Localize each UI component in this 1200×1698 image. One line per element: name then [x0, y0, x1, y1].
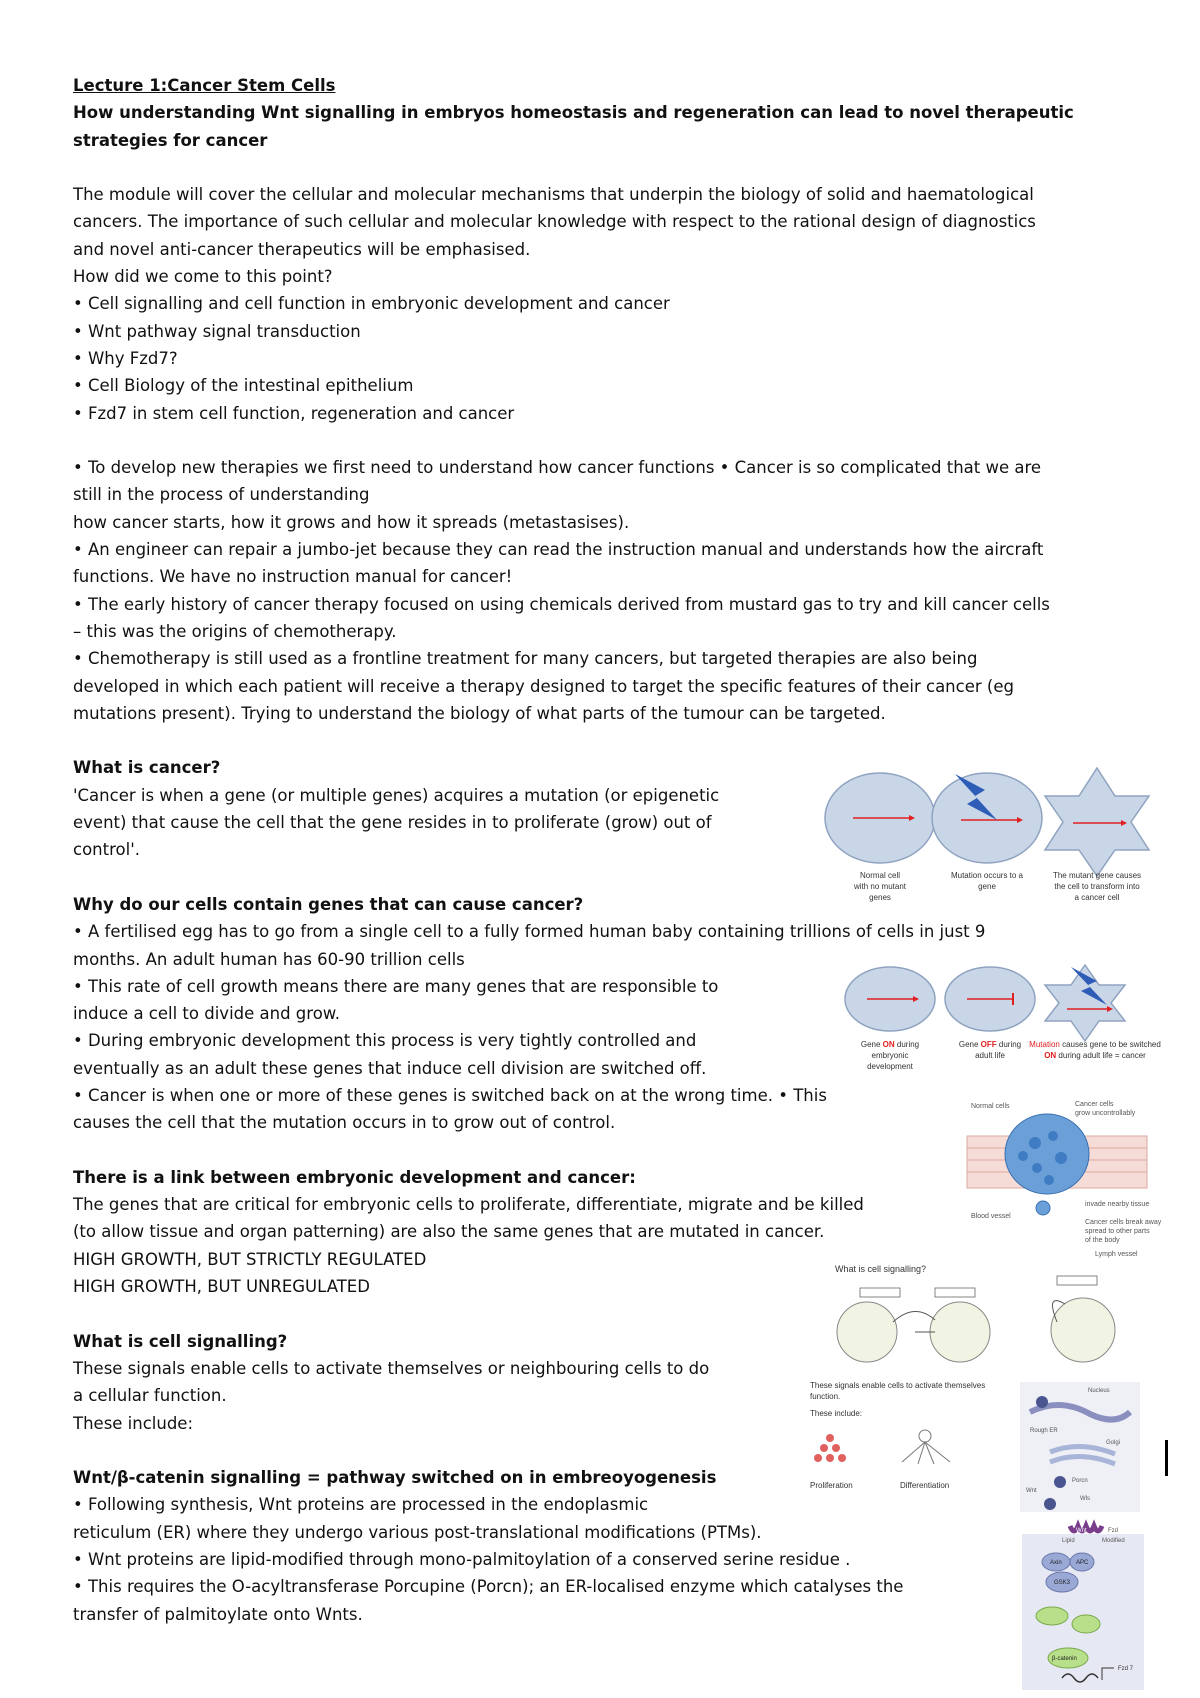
body-line: 'Cancer is when a gene (or multiple genes) acquires a mutation (or epigenetic: [73, 785, 720, 805]
diagram-label: Normal cells: [971, 1103, 1010, 1110]
diagram-label: Nucleus: [1088, 1388, 1110, 1394]
wnt-protein-dot: [1054, 1476, 1066, 1488]
mutated-cell-shape: [932, 773, 1042, 863]
diagram-label: Golgi: [1106, 1440, 1121, 1446]
body-line: eventually as an adult these genes that induce cell division are switched off.: [73, 1058, 707, 1078]
caption-text: Mutation causes gene to be switched: [1029, 1040, 1161, 1049]
list-item: • Cell Biology of the intestinal epithelium: [73, 376, 414, 396]
intro-question: How did we come to this point?: [73, 267, 333, 287]
therapies-line: • Chemotherapy is still used as a frontline treatment for many cancers, but targeted therapies are also being: [73, 649, 978, 669]
diagram-label: of the body: [1085, 1237, 1120, 1244]
body-line: a cellular function.: [73, 1386, 227, 1406]
therapies-line: • An engineer can repair a jumbo-jet because they can read the instruction manual and understands how the aircraft: [73, 540, 1044, 560]
proliferation-cell: [820, 1444, 828, 1452]
diagram-label: spread to other parts: [1085, 1228, 1150, 1235]
lecture-subtitle: How understanding Wnt signalling in embryos homeostasis and regeneration can lead to novel therapeutic: [73, 103, 1074, 123]
list-item: • Wnt pathway signal transduction: [73, 321, 361, 341]
body-line: HIGH GROWTH, BUT UNREGULATED: [73, 1277, 370, 1297]
body-line: • This rate of cell growth means there are many genes that are responsible to: [73, 976, 719, 996]
diagram-label: invade nearby tissue: [1085, 1201, 1150, 1208]
figure-label: Differentiation: [900, 1481, 950, 1490]
figure-mutation-to-cancer: [825, 768, 1155, 910]
cancer-cell-dot: [1055, 1152, 1067, 1164]
figure-gene-on-off: [845, 965, 1163, 1075]
proliferation-cell: [832, 1444, 840, 1452]
therapies-line: – this was the origins of chemotherapy.: [73, 621, 397, 641]
section-heading-wnt: Wnt/β-catenin signalling = pathway switched on in embreoyogenesis: [73, 1468, 717, 1488]
figure-text: These signals enable cells to activate themselves: [810, 1381, 986, 1390]
therapies-line: how cancer starts, how it grows and how it spreads (metastasises).: [73, 512, 630, 532]
wnt-protein-dot: [1036, 1396, 1048, 1408]
caption-text: embryonic: [871, 1051, 909, 1060]
body-line: HIGH GROWTH, BUT STRICTLY REGULATED: [73, 1249, 427, 1269]
cancer-cell-dot: [1032, 1163, 1042, 1173]
diagram-label: APC: [1076, 1560, 1089, 1566]
diagram-label: Modified: [1102, 1538, 1125, 1544]
diagram-label: Rough ER: [1030, 1428, 1058, 1434]
lecture-subtitle-cont: strategies for cancer: [73, 130, 268, 150]
figure-title: What is cell signalling?: [835, 1264, 927, 1274]
signalling-cell: [837, 1302, 897, 1362]
therapies-line: • The early history of cancer therapy focused on using chemicals derived from mustard gas to try and kill cancer cells: [73, 594, 1050, 614]
differentiation-stem-cell: [919, 1430, 931, 1442]
section-heading-what-is-cancer: What is cancer?: [73, 758, 221, 778]
figure-text: These include:: [810, 1409, 863, 1418]
caption-text: a cancer cell: [1074, 893, 1120, 902]
diagram-label: grow uncontrollably: [1075, 1110, 1136, 1117]
spacer: [73, 727, 1133, 754]
body-line: event) that cause the cell that the gene resides in to proliferate (grow) out of: [73, 813, 712, 833]
caption-text: ON during adult life = cancer: [1044, 1051, 1146, 1060]
section-heading-link: There is a link between embryonic development and cancer:: [73, 1167, 636, 1187]
body-line: The genes that are critical for embryonic cells to proliferate, differentiate, migrate and be killed: [73, 1195, 864, 1215]
signal-box: [935, 1288, 975, 1297]
figure-wnt-secretion: [1020, 1382, 1140, 1512]
therapies-line: • To develop new therapies we first need to understand how cancer functions • Cancer is so complicated that we are: [73, 458, 1042, 478]
signal-box: [860, 1288, 900, 1297]
signal-box: [1057, 1276, 1097, 1285]
section-heading-cell-signalling: What is cell signalling?: [73, 1331, 288, 1351]
therapies-line: mutations present). Trying to understand the biology of what parts of the tumour can be targeted.: [73, 703, 886, 723]
spacer: [73, 427, 1133, 454]
therapies-line: still in the process of understanding: [73, 485, 370, 505]
body-line: These include:: [73, 1413, 194, 1433]
caption-text: with no mutant: [853, 882, 907, 891]
figure-text: function.: [810, 1392, 841, 1401]
caption-text: Gene OFF during: [958, 1040, 1022, 1049]
signal-path: [893, 1311, 935, 1322]
diagram-label: Cancer cells break away: [1085, 1219, 1162, 1226]
figure-wnt-pathway: [1022, 1520, 1144, 1696]
figure-label: Proliferation: [810, 1481, 853, 1490]
caption-text: Gene ON during: [860, 1040, 920, 1049]
proliferation-cell: [826, 1454, 834, 1462]
body-line: reticulum (ER) where they undergo various post-translational modifications (PTMs).: [73, 1522, 762, 1542]
list-item: • Why Fzd7?: [73, 348, 178, 368]
diagram-label: Fzd 7: [1118, 1666, 1134, 1672]
diagram-label: Lymph vessel: [1095, 1251, 1138, 1258]
diagram-label: GSK3: [1054, 1580, 1071, 1586]
caption-text: gene: [978, 882, 996, 891]
body-line: control'.: [73, 840, 140, 860]
diagram-label: Axin: [1050, 1560, 1062, 1566]
caption-text: The mutant gene causes: [1052, 871, 1142, 880]
list-item: • Cell signalling and cell function in embryonic development and cancer: [73, 294, 670, 314]
margin-bar: [1165, 1440, 1168, 1476]
diagram-label: Porcn: [1072, 1478, 1088, 1484]
caption-text: Normal cell: [859, 871, 901, 880]
caption-text: development: [867, 1062, 913, 1071]
spacer: [73, 154, 1133, 181]
signalling-cell: [930, 1302, 990, 1362]
diagram-label: Cancer cells: [1075, 1101, 1114, 1108]
list-item: • Fzd7 in stem cell function, regeneration and cancer: [73, 403, 515, 423]
cancer-cell-dot: [1018, 1151, 1028, 1161]
figure-cell-signalling: [795, 1262, 1160, 1374]
intro-line: cancers. The importance of such cellular and molecular knowledge with respect to the rational design of diagnostics: [73, 212, 1036, 232]
cancer-cell-dot: [1044, 1175, 1054, 1185]
diagram-label: Wnt: [1026, 1488, 1037, 1494]
body-line: • Following synthesis, Wnt proteins are processed in the endoplasmic: [73, 1495, 649, 1515]
beta-catenin-node: [1036, 1607, 1068, 1625]
diagram-label: Fzd: [1108, 1528, 1119, 1534]
body-line: months. An adult human has 60-90 trillion cells: [73, 949, 465, 969]
diagram-label: Wnt: [1076, 1528, 1087, 1534]
body-line: • This requires the O-acyltransferase Porcupine (Porcn); an ER-localised enzyme which catalyses the: [73, 1577, 904, 1597]
figure-signalling-outcomes: [810, 1378, 1010, 1496]
proliferation-cell: [814, 1454, 822, 1462]
proliferation-cell: [838, 1454, 846, 1462]
body-line: • A fertilised egg has to go from a single cell to a fully formed human baby containing trillions of cells in just 9: [73, 922, 986, 942]
figure-tumour-invasion: [965, 1098, 1162, 1260]
intro-line: The module will cover the cellular and molecular mechanisms that underpin the biology of solid and haematological: [73, 185, 1034, 205]
body-line: • Wnt proteins are lipid-modified through mono-palmitoylation of a conserved serine residue .: [73, 1550, 851, 1570]
diagram-label: Blood vessel: [971, 1213, 1011, 1220]
body-line: causes the cell that the mutation occurs in to grow out of control.: [73, 1113, 616, 1133]
body-line: (to allow tissue and organ patterning) are also the same genes that are mutated in cancer.: [73, 1222, 825, 1242]
diagram-label: β-catenin: [1052, 1656, 1077, 1662]
wnt-protein-dot: [1044, 1498, 1056, 1510]
therapies-line: functions. We have no instruction manual for cancer!: [73, 567, 513, 587]
caption-text: Mutation occurs to a: [950, 871, 1024, 880]
body-line: • During embryonic development this process is very tightly controlled and: [73, 1031, 697, 1051]
caption-text: adult life: [975, 1051, 1005, 1060]
body-line: • Cancer is when one or more of these genes is switched back on at the wrong time. • This: [73, 1085, 827, 1105]
diagram-label: Lipid: [1062, 1538, 1075, 1544]
signalling-cell: [1051, 1298, 1115, 1362]
diagram-label: Wls: [1080, 1496, 1090, 1502]
cancer-cell-dot: [1029, 1137, 1041, 1149]
section-heading-why-genes: Why do our cells contain genes that can cause cancer?: [73, 894, 584, 914]
beta-catenin-node: [1072, 1615, 1100, 1633]
body-line: induce a cell to divide and grow.: [73, 1004, 341, 1024]
cancer-cell-dot: [1048, 1131, 1058, 1141]
cancer-cell-star-shape: [1045, 768, 1149, 876]
intro-line: and novel anti-cancer therapeutics will be emphasised.: [73, 239, 531, 259]
body-line: These signals enable cells to activate themselves or neighbouring cells to do: [73, 1358, 710, 1378]
proliferation-cell: [826, 1434, 834, 1442]
body-line: transfer of palmitoylate onto Wnts.: [73, 1604, 363, 1624]
escaping-cell-dot: [1036, 1201, 1050, 1215]
lecture-title: Lecture 1:Cancer Stem Cells: [73, 76, 336, 95]
caption-text: the cell to transform into: [1054, 882, 1140, 891]
caption-text: genes: [869, 893, 891, 902]
therapies-line: developed in which each patient will receive a therapy designed to target the specific features of their cancer (eg: [73, 676, 1014, 696]
